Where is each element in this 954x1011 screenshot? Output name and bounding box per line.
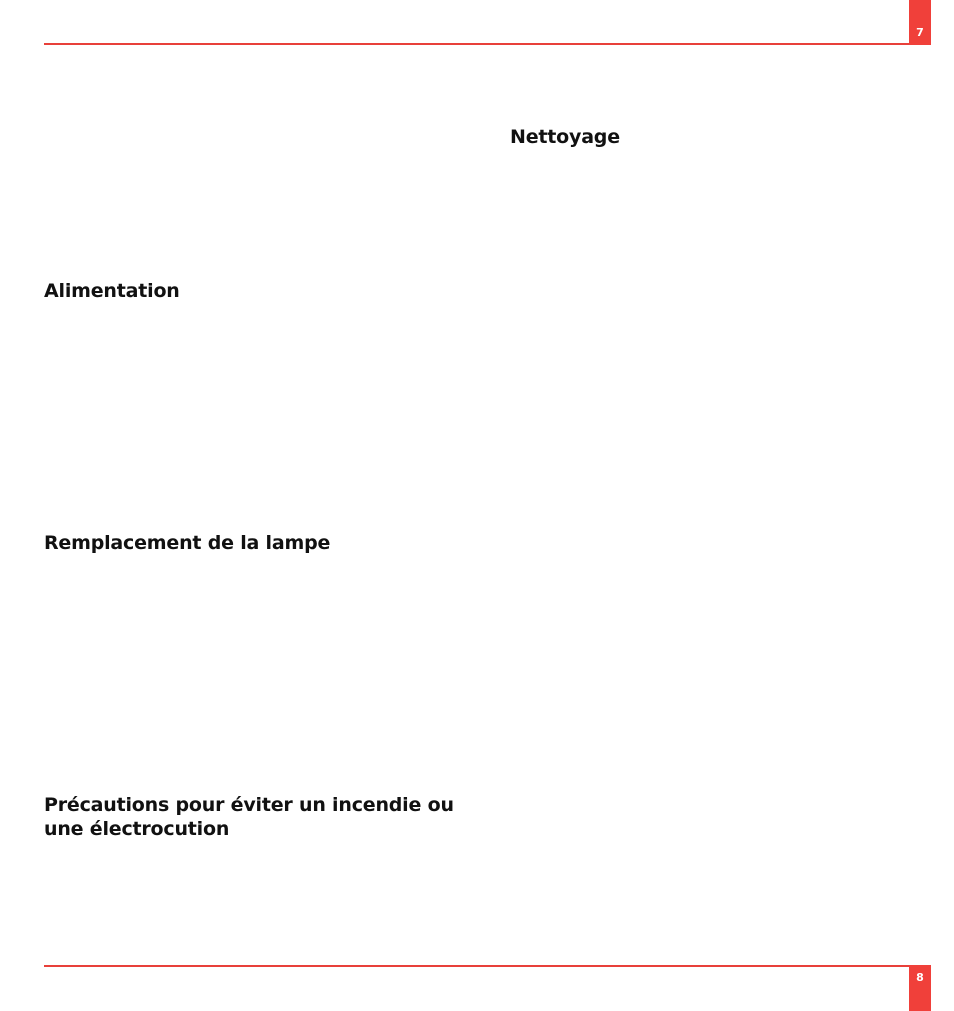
heading-alimentation: Alimentation (44, 280, 180, 302)
heading-precautions-line1: Précautions pour éviter un incendie ou (44, 794, 454, 816)
heading-precautions (44, 793, 464, 841)
bottom-divider (44, 965, 930, 967)
page-number-top: 7 (916, 26, 924, 39)
heading-nettoyage: Nettoyage (510, 126, 620, 148)
heading-remplacement-lampe: Remplacement de la lampe (44, 532, 331, 554)
page-number-tab-bottom (909, 965, 931, 1011)
page-number-tab-top (909, 0, 931, 45)
page-number-bottom: 8 (916, 970, 924, 984)
heading-precautions-line2: une électrocution (44, 818, 230, 840)
top-divider (44, 43, 930, 45)
